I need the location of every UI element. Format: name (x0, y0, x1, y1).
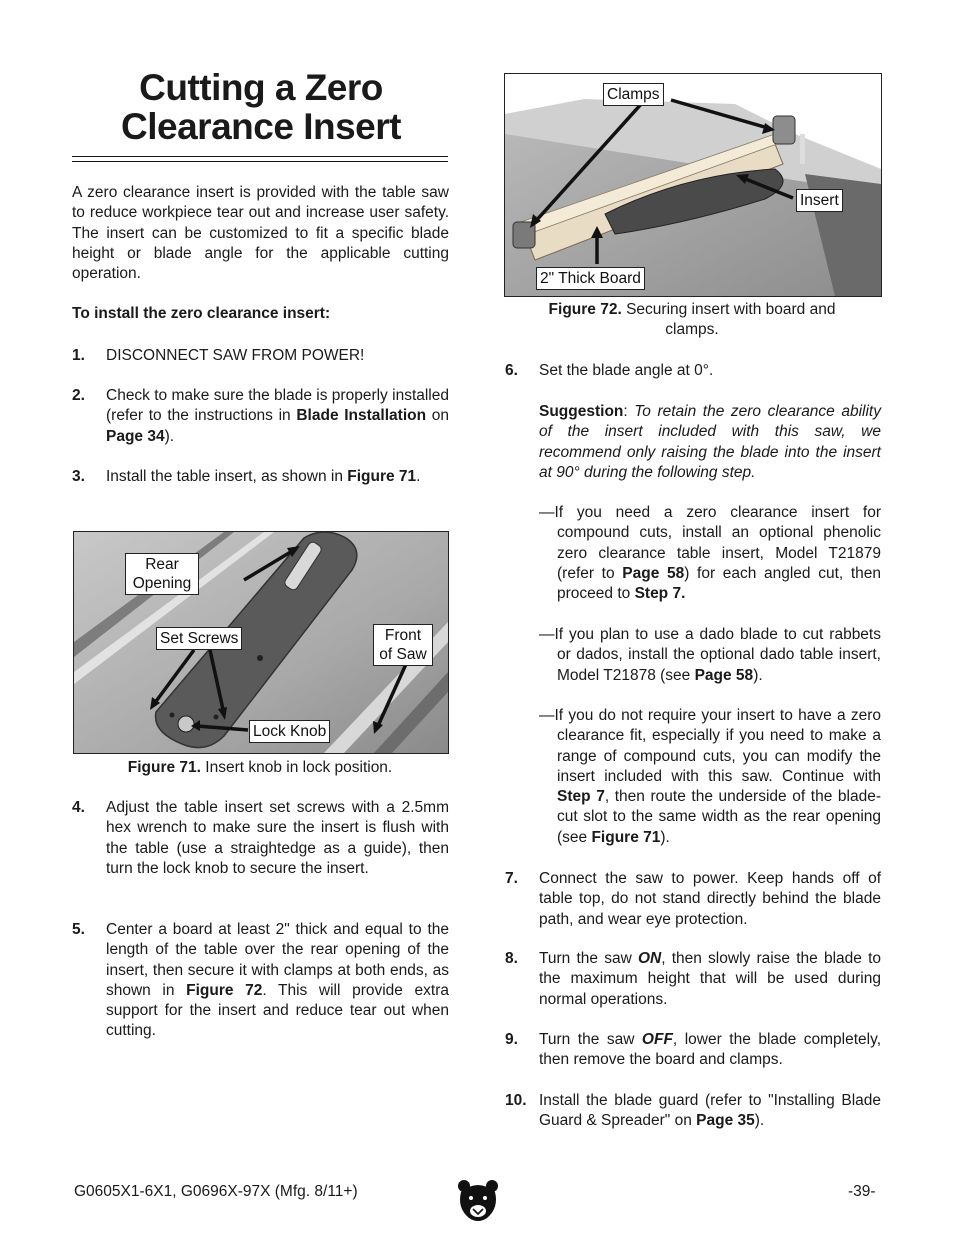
step-8: 8. Turn the saw ON, then slowly raise the blade to the maximum height that will be used during normal operations. (505, 950, 881, 1008)
link-figure-71-b[interactable]: Figure 71 (591, 828, 661, 846)
step-10: 10. Install the blade guard (refer to "Installing Blade Guard & Spreader" on Page 35). (505, 1092, 881, 1130)
step-9: 9. Turn the saw OFF, lower the blade completely, then remove the board and clamps. (505, 1031, 881, 1069)
label-2in-thick-board: 2" Thick Board (536, 267, 645, 290)
install-heading: To install the zero clearance insert: (72, 305, 331, 322)
link-blade-installation[interactable]: Blade Installation (296, 407, 427, 425)
step-6: 6. Set the blade angle at 0°. (505, 362, 714, 379)
figure-72-photo (504, 73, 882, 297)
label-rear-opening: Rear Opening (125, 553, 199, 595)
link-figure-72[interactable]: Figure 72 (186, 981, 263, 999)
label-insert: Insert (796, 189, 843, 212)
footer-model-numbers: G0605X1-6X1, G0696X-97X (Mfg. 8/11+) (74, 1183, 358, 1200)
link-page-34[interactable]: Page 34 (106, 427, 165, 445)
footer-page-number: -39- (848, 1183, 876, 1200)
step-5: 5. Center a board at least 2" thick and equal to the length of the table over the rear opening of the insert, then secure it with clamps at both ends, as shown in Figure 72. This will provide extra support for the insert and reduce tear out when cutting. (72, 921, 449, 1040)
link-step-7-b[interactable]: Step 7 (557, 788, 605, 806)
step-7: 7. Connect the saw to power. Keep hands off of table top, do not stand directly behind the blade path, and wear eye protection. (505, 870, 881, 928)
link-figure-71[interactable]: Figure 71 (347, 468, 417, 485)
intro-paragraph: A zero clearance insert is provided with the table saw to reduce workpiece tear out and increase user safety. The insert can be customized to fit a specific blade height or blade angle for the applicable cutting operation. (72, 184, 449, 283)
step-4: 4. Adjust the table insert set screws with a 2.5mm hex wrench to make sure the insert is flush with the table (use a straightedge as a guide), then turn the lock knob to secure the insert. (72, 799, 449, 877)
link-page-58-b[interactable]: Page 58 (694, 666, 754, 684)
label-lock-knob: Lock Knob (249, 720, 330, 743)
link-step-7-a[interactable]: Step 7. (634, 585, 686, 603)
label-front-of-saw: Front of Saw (373, 624, 433, 666)
option-dado-blade: —If you plan to use a dado blade to cut rabbets or dados, install the optional dado table insert, Model T21878 (see Page 58). (539, 626, 881, 684)
option-compound-cuts: —If you need a zero clearance insert for compound cuts, install an optional phenolic zero clearance table insert, Model T21879 (refer to Page 58) for each angled cut, then proceed to Step 7. (539, 504, 881, 603)
board-clamps-photo-illustration (505, 74, 881, 296)
step-3: 3. Install the table insert, as shown in Figure 71. (72, 468, 421, 485)
step-2: 2. Check to make sure the blade is properly installed (refer to the instructions in Blade Installation on Page 34). (72, 387, 449, 445)
title-rule-top (72, 156, 448, 157)
link-page-58-a[interactable]: Page 58 (622, 564, 685, 582)
page-title: Cutting a Zero Clearance Insert (121, 67, 401, 147)
label-clamps: Clamps (603, 83, 664, 106)
option-modify-insert: —If you do not require your insert to have a zero clearance fit, especially if you need to make a range of compound cuts, you can modify the insert included with this saw. Continue with Step 7, then route the underside of the blade-cut slot to the same width as the rear opening (see Figure 71). (539, 707, 881, 846)
link-page-35[interactable]: Page 35 (696, 1112, 755, 1130)
title-rule-bottom (72, 161, 448, 162)
suggestion-note: Suggestion: To retain the zero clearance ability of the insert included with this saw, we recommend only raising the blade into the insert at 90° during the following step. (539, 403, 881, 481)
label-set-screws: Set Screws (156, 627, 242, 650)
bear-logo-icon (457, 1178, 499, 1224)
figure-72-caption: Figure 72. Securing insert with board and clamps. (548, 301, 836, 339)
step-1: 1. DISCONNECT SAW FROM POWER! (72, 347, 365, 364)
figure-71-caption: Figure 71. Insert knob in lock position. (127, 759, 393, 776)
